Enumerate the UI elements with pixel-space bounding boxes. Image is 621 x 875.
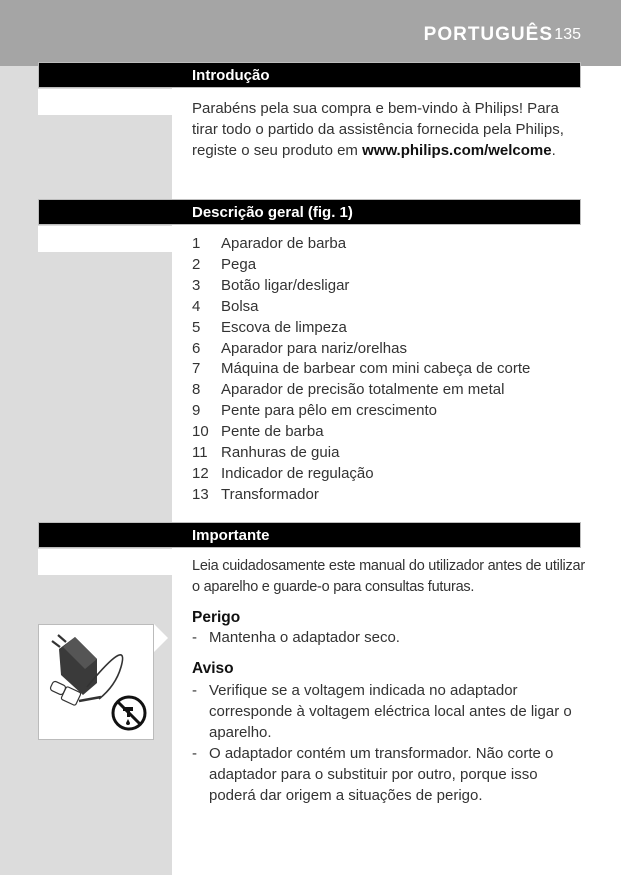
- philips-link[interactable]: www.philips.com/welcome: [362, 142, 552, 159]
- item-label: Aparador para nariz/orelhas: [221, 339, 407, 357]
- item-label: Pente para pêlo em crescimento: [221, 402, 437, 420]
- item-number: 7: [192, 360, 201, 378]
- intro-period: .: [551, 142, 556, 159]
- item-number: 5: [192, 318, 201, 336]
- section-title-intro: Introdução: [192, 67, 270, 84]
- section-header-intro: [38, 62, 581, 88]
- important-paragraph: Leia cuidadosamente este manual do utilizador antes de utilizar o aparelho e guarde-o para consultas futuras.: [192, 558, 585, 595]
- list-item: [192, 401, 530, 422]
- item-number: 1: [192, 235, 201, 252]
- list-item: [192, 443, 530, 464]
- item-number: 8: [192, 381, 201, 399]
- margin-box: [38, 549, 172, 575]
- danger-item-text: Mantenha o adaptador seco.: [209, 629, 400, 646]
- margin-box: [38, 226, 172, 252]
- list-item: [192, 359, 530, 380]
- list-item: [192, 255, 530, 276]
- item-label: Pente de barba: [221, 423, 324, 441]
- danger-item: [192, 628, 572, 649]
- item-label: Pega: [221, 255, 257, 273]
- section-title-description: Descrição geral (fig. 1): [192, 204, 353, 221]
- list-item: [192, 485, 530, 506]
- item-label: Máquina de barbear com mini cabeça de corte: [221, 360, 531, 378]
- page-number: 135: [554, 26, 581, 43]
- margin-box: [38, 89, 172, 115]
- intro-text: Parabéns pela sua compra e bem-vindo à Philips! Para tirar todo o partido da assistência fornecida pela Philips, registe o seu produto em: [192, 100, 564, 159]
- left-margin-column: [0, 0, 172, 875]
- item-number: 3: [192, 276, 201, 294]
- item-label: Indicador de regulação: [221, 464, 374, 482]
- list-item: [192, 234, 530, 255]
- warning-item: [192, 744, 572, 806]
- item-label: Escova de limpeza: [221, 318, 347, 336]
- item-label: Aparador de precisão totalmente em metal: [221, 381, 505, 399]
- section-title-important: Importante: [192, 527, 270, 544]
- item-label: Bolsa: [221, 297, 259, 315]
- item-number: 9: [192, 402, 201, 420]
- bullet-dash: -: [192, 682, 197, 699]
- section-header-description: [38, 199, 581, 225]
- list-item: [192, 276, 530, 297]
- item-label: Transformador: [221, 485, 319, 503]
- list-item: [192, 339, 530, 360]
- item-label: Aparador de barba: [221, 235, 347, 252]
- item-label: Botão ligar/desligar: [221, 276, 350, 294]
- item-number: 11: [192, 444, 208, 462]
- warning-heading: Aviso: [192, 660, 234, 677]
- item-number: 2: [192, 255, 201, 273]
- list-item: [192, 297, 530, 318]
- item-number: 4: [192, 297, 201, 315]
- intro-paragraph: [192, 98, 567, 161]
- adapter-illustration: [38, 624, 154, 740]
- page-header: [0, 0, 621, 66]
- adapter-no-water-icon: [39, 625, 153, 739]
- danger-heading: Perigo: [192, 609, 241, 626]
- item-number: 12: [192, 464, 209, 482]
- item-number: 6: [192, 339, 201, 357]
- bullet-dash: -: [192, 745, 197, 762]
- item-number: 13: [192, 485, 209, 503]
- list-item: [192, 464, 530, 485]
- warning-item-text: O adaptador contém um transformador. Não corte o adaptador para o substituir por outro, porque isso poderá dar origem a situações de perigo.: [209, 745, 554, 804]
- item-number: 10: [192, 423, 209, 441]
- item-label: Ranhuras de guia: [221, 444, 340, 462]
- parts-list: [192, 234, 530, 506]
- section-header-important: [38, 522, 581, 548]
- bullet-dash: -: [192, 629, 197, 646]
- callout-arrow: [154, 624, 168, 652]
- list-item: [192, 380, 530, 401]
- list-item: [192, 422, 530, 443]
- warning-item: [192, 681, 572, 743]
- warning-item-text: Verifique se a voltagem indicada no adaptador corresponde à voltagem eléctrica local antes de ligar o aparelho.: [209, 682, 572, 741]
- language-title: PORTUGUÊS: [423, 24, 553, 45]
- list-item: [192, 318, 530, 339]
